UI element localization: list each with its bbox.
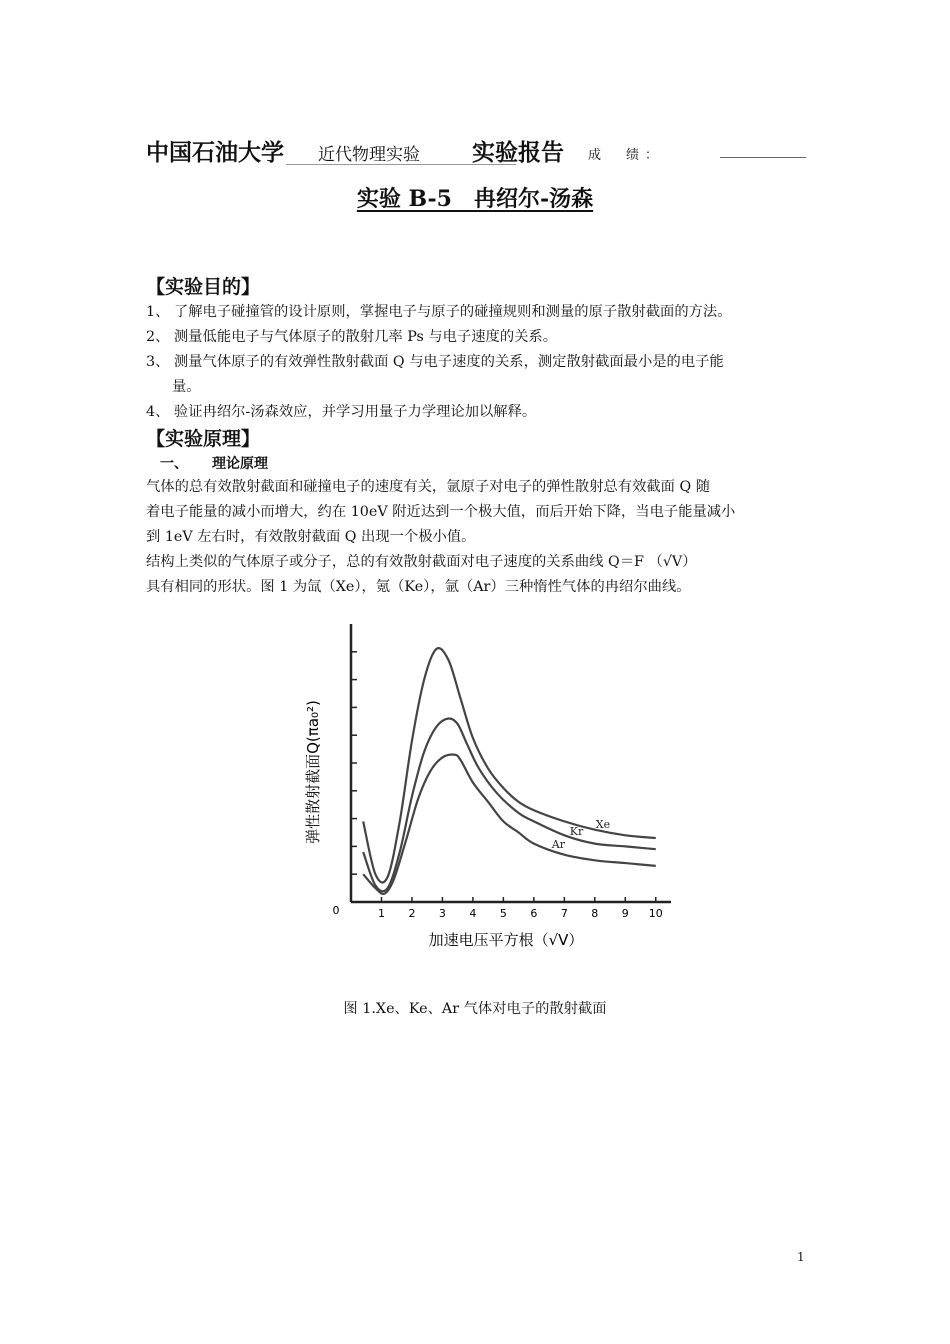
experiment-title: 实验 B-5 冉绍尔-汤森 [356, 186, 594, 212]
course-name: 近代物理实验 [318, 145, 420, 165]
section-heading-principle: 【实验原理】 [146, 428, 261, 450]
series-label-ar: Ar [551, 837, 565, 851]
origin-label: 0 [332, 904, 340, 917]
subsection-heading-theory [160, 453, 268, 473]
subsection-number: 一、 [160, 456, 188, 472]
series-line-xe [363, 648, 656, 882]
principle-line-1: 气体的总有效散射截面和碰撞电子的速度有关，氩原子对电子的弹性散射总有效截面 Q 随 [146, 479, 711, 495]
report-label: 实验报告 [472, 140, 564, 166]
series-label-kr: Kr [569, 825, 584, 839]
x-tick-label: 4 [469, 907, 477, 920]
x-tick-label: 2 [408, 907, 416, 920]
series-label-xe: Xe [595, 818, 611, 832]
x-tick-label: 7 [560, 907, 568, 920]
x-tick-label: 10 [648, 907, 663, 920]
principle-line-5: 具有相同的形状。图 1 为氙（Xe），氪（Ke），氩（Ar）三种惰性气体的冉绍尔曲线。 [146, 579, 691, 595]
chart-ticks [351, 652, 663, 920]
principle-line-2: 着电子能量的减小而增大，约在 10eV 附近达到一个极大值，而后开始下降，当电子能量减小 [146, 504, 736, 520]
purpose-item-1: 1、 了解电子碰撞管的设计原则，掌握电子与原子的碰撞规则和测量的原子散射截面的方法。 [146, 304, 732, 320]
report-header [146, 132, 826, 168]
score-label: 成 绩： [588, 148, 665, 163]
x-tick-label: 8 [591, 907, 599, 920]
subsection-title: 理论原理 [212, 456, 268, 472]
figure-caption: 图 1.Xe、Ke、Ar 气体对电子的散射截面 [343, 1001, 607, 1017]
x-axis-label: 加速电压平方根（√V） [428, 931, 584, 949]
y-axis-label: 弹性散射截面Q(πa₀²) [304, 700, 322, 844]
purpose-item-4: 4、 验证冉绍尔-汤森效应，并学习用量子力学理论加以解释。 [146, 404, 537, 420]
principle-line-4: 结构上类似的气体原子或分子，总的有效散射截面对电子速度的关系曲线 Q＝F （√V） [146, 554, 697, 570]
x-tick-label: 6 [530, 907, 538, 920]
x-tick-label: 3 [438, 907, 446, 920]
x-tick-label: 9 [621, 907, 629, 920]
x-tick-label: 1 [377, 907, 385, 920]
purpose-item-3-continued: 量。 [172, 379, 201, 395]
section-heading-purpose: 【实验目的】 [146, 276, 261, 298]
university-name: 中国石油大学 [146, 140, 284, 166]
series-line-kr [363, 718, 656, 891]
purpose-item-3: 3、 测量气体原子的有效弹性散射截面 Q 与电子速度的关系，测定散射截面最小是的电子能 [146, 354, 724, 370]
principle-line-3: 到 1eV 左右时，有效散射截面 Q 出现一个极小值。 [146, 529, 476, 545]
page-number: 1 [797, 1250, 805, 1264]
x-tick-label: 5 [499, 907, 507, 920]
chart-series [363, 648, 656, 894]
purpose-item-2: 2、 测量低能电子与气体原子的散射几率 Ps 与电子速度的关系。 [146, 329, 558, 345]
ramsauer-curve-chart [296, 612, 686, 957]
score-blank [720, 157, 806, 158]
